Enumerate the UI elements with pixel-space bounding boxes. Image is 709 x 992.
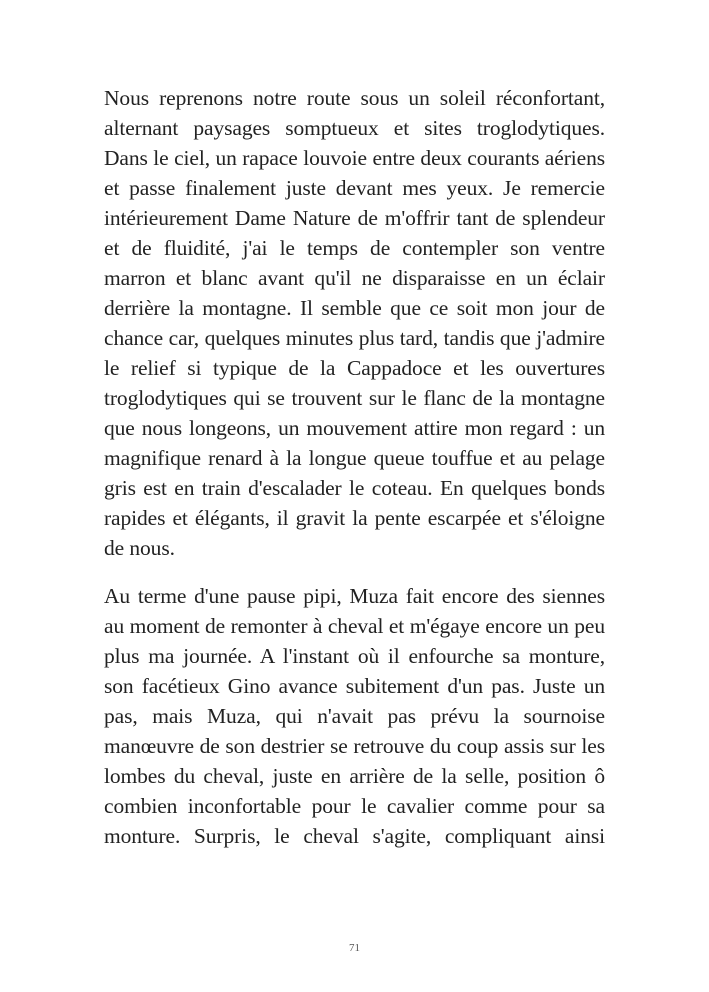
- paragraph-1: Nous reprenons notre route sous un soleil réconfortant, alternant paysages somptueux et sites troglodytiques. Dans le ciel, un rapace louvoie entre deux courants aériens et passe finalement juste devant mes yeux. Je remercie intérieurement Dame Nature de m'offrir tant de splendeur et de fluidité, j'ai le temps de contempler son ventre marron et blanc avant qu'il ne disparaisse en un éclair derrière la montagne. Il semble que ce soit mon jour de chance car, quelques minutes plus tard, tandis que j'admire le relief si typique de la Cappadoce et les ouvertures troglodytiques qui se trouvent sur le flanc de la montagne que nous longeons, un mouvement attire mon regard : un magnifique renard à la longue queue touffue et au pelage gris est en train d'escalader le coteau. En quelques bonds rapides et élégants, il gravit la pente escarpée et s'éloigne de nous.: [104, 86, 605, 560]
- page-number: 71: [349, 942, 360, 954]
- body-text: [104, 83, 605, 851]
- paragraph-2: Au terme d'une pause pipi, Muza fait encore des siennes au moment de remonter à cheval et m'égaye encore un peu plus ma journée. A l'instant où il enfourche sa monture, son facétieux Gino avance subitement d'un pas. Juste un pas, mais Muza, qui n'avait pas prévu la sournoise manœuvre de son destrier se retrouve du coup assis sur les lombes du cheval, juste en arrière de la selle, position ô combien inconfortable pour le cavalier comme pour sa monture. Surpris, le cheval s'agite, compliquant ainsi: [104, 584, 605, 848]
